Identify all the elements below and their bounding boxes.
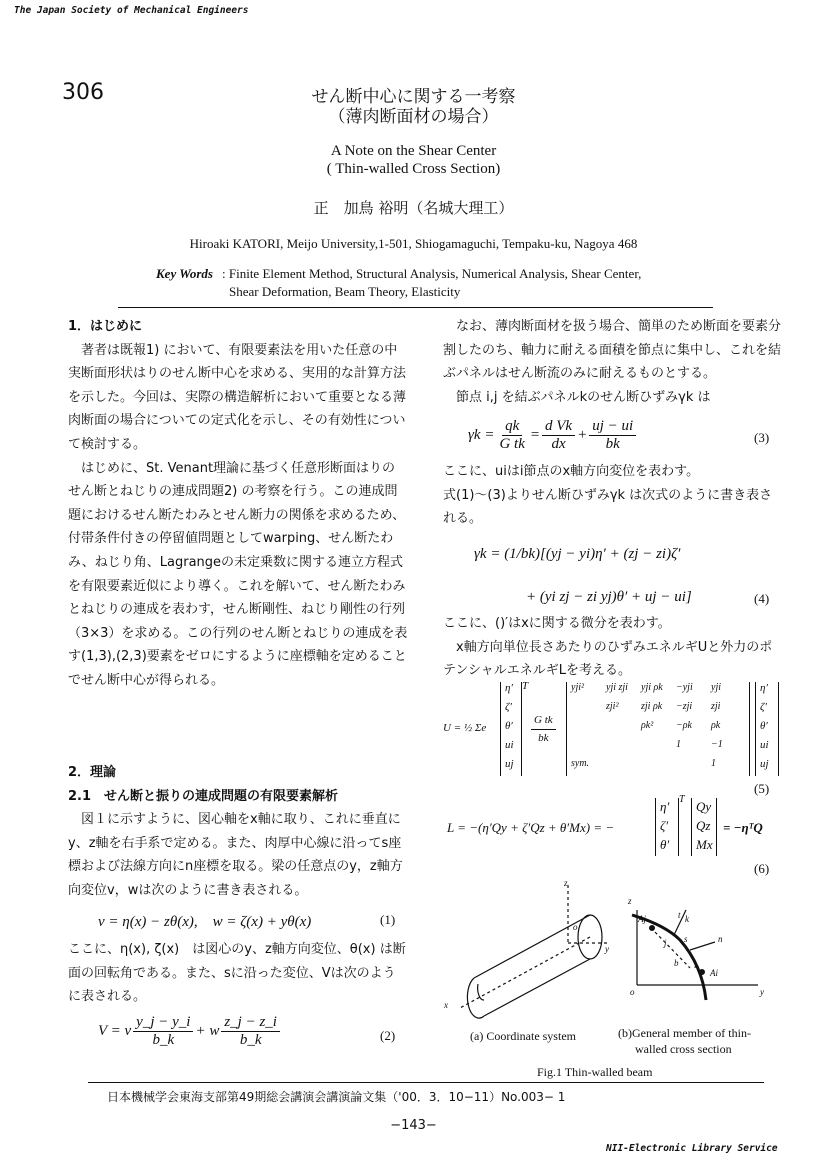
- right-paragraph-2: 節点 i,j を結ぶパネルkのせん断ひずみγk は: [456, 389, 711, 405]
- figure-1: [440, 880, 785, 1020]
- eq5-rvec-2: θ′: [760, 720, 768, 732]
- eq5-vec-0: η′: [505, 682, 513, 694]
- eq5-vec-3: ui: [505, 739, 514, 751]
- eq6-vector-1: [655, 798, 679, 856]
- equation-6-number: (6): [754, 861, 770, 876]
- equation-5: [443, 680, 783, 780]
- fig-a-label-y: y: [605, 944, 609, 954]
- eq5-matrix-cell: zji: [711, 701, 721, 712]
- right-column-top: [443, 315, 783, 409]
- right-paragraph-3: ここに、uiはi節点のx軸方向変位を表わす。: [443, 464, 700, 479]
- cylinder-drawing: [460, 885, 608, 1018]
- subtitle-en: ( Thin-walled Cross Section): [326, 161, 501, 177]
- theory-paragraph-2-wrap: [68, 938, 408, 1009]
- eq5-vector-right: [755, 682, 779, 776]
- eq2-lhs: V = v: [98, 1023, 132, 1039]
- figure-caption-b-line-2: walled cross section: [635, 1042, 732, 1056]
- page-number: −143−: [390, 1118, 437, 1133]
- equation-3-number: (3): [754, 430, 770, 445]
- eq3-den-2: dx: [551, 436, 566, 452]
- equation-3: γk = $\frac{qk}{\text{G tk}}$ = $\frac{\text{d Vk}}{dx}$ + $\frac{uj - ui}{bk}$: [468, 418, 638, 453]
- eq6-v1-2: θ′: [660, 837, 670, 852]
- right-paragraph-1: なお、薄肉断面材を扱う場合、簡単のため断面を要素分割したのち、軸力に耐える面積を節点に集中し、これを結ぶパネルはせん断流のみに耐えるものとする。: [443, 319, 782, 382]
- footer-rule: [88, 1082, 764, 1083]
- title-rule: [118, 307, 713, 308]
- figure-caption-b-line-1: (b)General member of thin-: [618, 1026, 751, 1040]
- fig-b-label-y: y: [760, 987, 764, 997]
- fig-b-label-z: z: [628, 896, 632, 906]
- equation-2-number: (2): [380, 1028, 396, 1043]
- fig-b-label-t: t: [678, 910, 681, 920]
- theory-paragraph-2: ここに、η(x), ζ(x) は図心のy、z軸方向変位、θ(x) は断面の回転角である。また、sに沿った変位、Vは次のように表される。: [68, 942, 406, 1005]
- section-heading-theory: 2．理論: [68, 765, 117, 780]
- equation-4-line-1: γk = (1/bk)[(yj − yi)η′ + (zj − zi)ζ′: [474, 546, 681, 562]
- eq5-matrix-cell: yji: [711, 682, 721, 693]
- proceedings-footer: 日本機械学会東海支部第49期総会講演会講演論文集（'00．3．10−11）No.003− 1: [107, 1090, 566, 1104]
- member-drawing: [632, 910, 758, 1000]
- fig-b-label-b: b: [674, 958, 679, 968]
- eq5-matrix-cell: yji zji: [606, 682, 628, 693]
- equation-6: [443, 796, 783, 860]
- title-jp: せん断中心に関する一考察: [311, 87, 516, 107]
- fig-b-label-n: n: [718, 934, 723, 944]
- equation-1-number: (1): [380, 912, 396, 927]
- eq5-coef-num: G tk: [531, 712, 556, 730]
- fig-b-label-aj: Aj: [638, 914, 646, 924]
- fig-b-label-i: i: [694, 960, 697, 970]
- eq6-transpose: T: [679, 794, 685, 805]
- eq5-vec-1: ζ′: [505, 701, 512, 713]
- right-paragraph-6: x軸方向単位長さあたりのひずみエネルギUと外力のポテンシャルエネルギLを考える。: [443, 639, 773, 679]
- subtitle-jp: （薄肉断面材の場合）: [328, 107, 499, 127]
- eq5-matrix-cell: −zji: [676, 701, 693, 712]
- eq6-rhs: = −ηᵀQ: [723, 820, 763, 835]
- eq5-matrix: [566, 682, 750, 776]
- eq6-lhs: L = −(η′Qy + ζ′Qz + θ′Mx) = −: [447, 820, 615, 835]
- eq5-matrix-cell: −yji: [676, 682, 693, 693]
- fig-b-label-ai: Ai: [710, 968, 718, 978]
- eq2-den-2: b_k: [239, 1032, 262, 1048]
- fig-b-label-j: j: [664, 938, 667, 948]
- eq5-rvec-0: η′: [760, 682, 768, 694]
- subsection-heading: 2.1 せん断と振りの連成問題の有限要素解析: [68, 788, 339, 804]
- author-jp: 正 加鳥 裕明（名城大理工）: [313, 199, 514, 217]
- figure-caption-a: (a) Coordinate system: [470, 1029, 576, 1043]
- society-header: The Japan Society of Mechanical Engineers: [14, 5, 249, 16]
- node-j: [649, 925, 655, 931]
- right-paragraph-4: 式(1)～(3)よりせん断ひずみγk は次式のように書き表される。: [443, 487, 773, 527]
- theory-section: [68, 761, 408, 903]
- fig-a-label-o: o: [573, 922, 578, 932]
- eq3-num-2: d Vk: [542, 418, 575, 436]
- keywords-line-2: Shear Deformation, Beam Theory, Elasticity: [229, 284, 461, 299]
- equation-4-line-2: + (yi zj − zi yj)θ′ + uj − ui]: [526, 589, 692, 605]
- author-en: Hiroaki KATORI, Meijo University,1-501, Shiogamaguchi, Tempaku-ku, Nagoya 468: [189, 236, 638, 251]
- right-column-low: [443, 612, 783, 683]
- eq2-mid: + w: [195, 1023, 220, 1039]
- eq3-den-3: bk: [605, 436, 620, 452]
- theory-paragraph-1: 図１に示すように、図心軸をx軸に取り、これに垂直にy、z軸を右手系で定める。また、肉厚中心線に沿ってs座標および法線方向にn座標を取る。梁の任意点のy，z軸方向変位v，wは次のように書き表される。: [68, 812, 403, 898]
- right-paragraph-5: ここに、()′はxに関する微分を表わす。: [443, 616, 671, 631]
- eq6-v1-0: η′: [660, 799, 670, 814]
- eq6-v2-2: Mx: [696, 837, 713, 852]
- node-i: [699, 969, 705, 975]
- fig-a-label-z: z: [564, 880, 568, 888]
- fig-b-label-o: o: [630, 987, 635, 997]
- intro-paragraph-2: はじめに、St. Venant理論に基づく任意形断面はりのせん断とねじりの連成問題2) の考察を行う。この連成問題におけるせん断たわみとせん断力の関係を求めるため、付帯条件付きの停留値問題としてwarping、せん断たわみ、ねじり角、Lagrangeの未定乗数に関する連立方程式を有限要素近似により導く。これを解いて、せん断たわみとねじりの連成を表わす，せん断剛性、ねじり剛性の行列（3×3）を求める。この行列のせん断とねじりの連成を表す(1,3),(2,3)要素をゼロにするように座標軸を定めることでせん断中心が得られる。: [68, 460, 408, 688]
- eq3-den-1: G tk: [499, 436, 525, 452]
- equation-5-number: (5): [754, 781, 770, 796]
- section-heading-intro: 1．はじめに: [68, 319, 143, 334]
- left-column: [68, 315, 408, 693]
- eq5-matrix-cell: zji²: [606, 701, 619, 712]
- figure-title: Fig.1 Thin-walled beam: [537, 1065, 653, 1079]
- equation-1: v = η(x) − zθ(x), w = ζ(x) + yθ(x): [98, 914, 312, 930]
- eq2-den-1: b_k: [152, 1032, 175, 1048]
- eq5-matrix-cell: −1: [711, 739, 723, 750]
- eq5-matrix-cell: zji ρk: [641, 701, 663, 712]
- paper-number: 306: [62, 80, 104, 105]
- eq3-num-1: qk: [502, 418, 522, 436]
- eq5-matrix-cell: −ρk: [676, 720, 692, 731]
- eq5-coefficient: [531, 712, 556, 747]
- eq5-matrix-cell: 1: [676, 739, 681, 750]
- fig-b-label-k: k: [685, 914, 689, 924]
- eq5-transpose: T: [522, 680, 529, 692]
- eq5-matrix-cell: 1: [711, 758, 716, 769]
- eq5-matrix-cell: sym.: [571, 758, 590, 769]
- eq5-matrix-cell: ρk: [711, 720, 721, 731]
- eq2-num-2: z_j − z_i: [221, 1014, 280, 1032]
- eq6-v2-0: Qy: [696, 799, 712, 814]
- eq5-lhs: U = ½ Σe: [443, 722, 487, 734]
- equation-4-number: (4): [754, 591, 770, 606]
- fig-b-label-s: s: [684, 934, 688, 944]
- eq5-rvec-4: uj: [760, 758, 769, 770]
- eq5-matrix-cell: ρk²: [641, 720, 654, 731]
- eq3-num-3: uj − ui: [589, 418, 636, 436]
- eq6-v2-1: Qz: [696, 818, 711, 833]
- service-footer: NII-Electronic Library Service: [606, 1143, 778, 1154]
- eq5-rvec-3: ui: [760, 739, 769, 751]
- eq5-vec-4: uj: [505, 758, 514, 770]
- eq5-vector-left: [500, 682, 522, 776]
- keywords-line-1: : Finite Element Method, Structural Analysis, Numerical Analysis, Shear Center,: [222, 266, 642, 281]
- eq5-vec-2: θ′: [505, 720, 513, 732]
- equation-2: [98, 1014, 282, 1049]
- intro-paragraph-1: 著者は既報1) において、有限要素法を用いた任意の中実断面形状はりのせん断中心を求める、実用的な計算方法を示した。今回は、実際の構造解析において重要となる薄肉断面の場合についての定式化を示し、その有効性について検討する。: [68, 342, 407, 452]
- eq3-lhs: γk =: [468, 427, 495, 443]
- title-en: A Note on the Shear Center: [330, 143, 497, 159]
- eq5-coef-den: bk: [538, 732, 549, 744]
- keywords-label: Key Words: [156, 266, 213, 281]
- eq6-vector-2: [691, 798, 717, 856]
- eq5-matrix-cell: yji²: [571, 682, 584, 693]
- eq5-rvec-1: ζ′: [760, 701, 767, 713]
- eq2-num-1: y_j − y_i: [133, 1014, 193, 1032]
- eq5-matrix-cell: yji ρk: [641, 682, 663, 693]
- right-column-mid: [443, 460, 783, 531]
- fig-a-label-x: x: [444, 1000, 448, 1010]
- eq6-v1-1: ζ′: [660, 818, 669, 833]
